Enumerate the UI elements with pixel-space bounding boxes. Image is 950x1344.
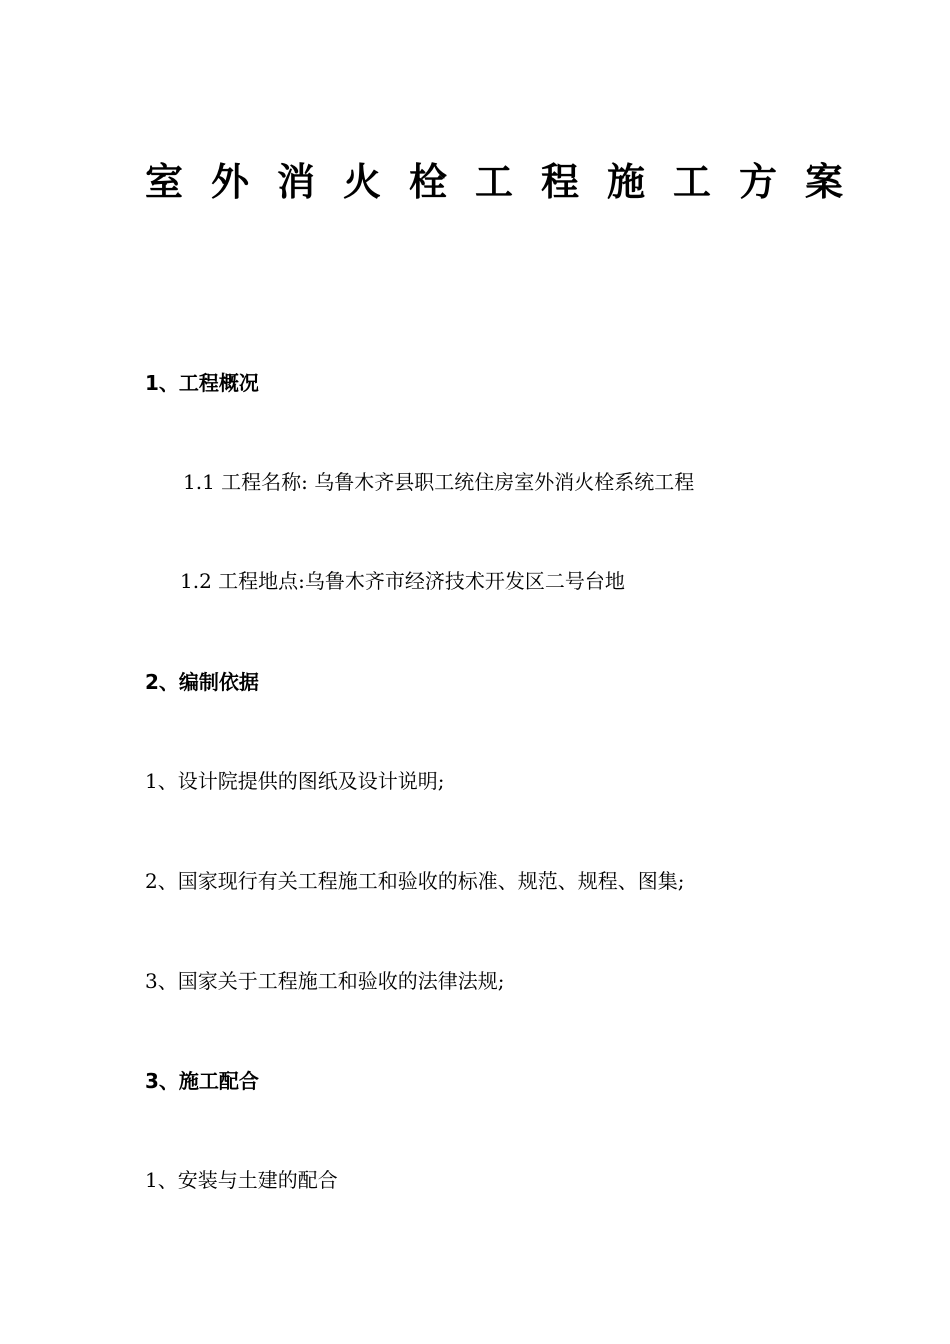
basis-item-laws: 3、国家关于工程施工和验收的法律法规; — [145, 969, 505, 993]
basis-item-standards: 2、国家现行有关工程施工和验收的标准、规范、规程、图集; — [145, 869, 685, 893]
section-heading-coordination: 3、施工配合 — [145, 1069, 259, 1093]
coordination-item-civil: 1、安装与土建的配合 — [145, 1168, 338, 1192]
project-location-line: 1.2 工程地点:乌鲁木齐市经济技术开发区二号台地 — [180, 569, 625, 593]
document-title: 室外消火栓工程施工方案 — [145, 160, 872, 204]
section-heading-overview: 1、工程概况 — [145, 371, 259, 395]
project-name-line: 1.1 工程名称: 乌鲁木齐县职工统住房室外消火栓系统工程 — [183, 470, 695, 494]
section-heading-basis: 2、编制依据 — [145, 670, 259, 694]
basis-item-drawings: 1、设计院提供的图纸及设计说明; — [145, 769, 445, 793]
